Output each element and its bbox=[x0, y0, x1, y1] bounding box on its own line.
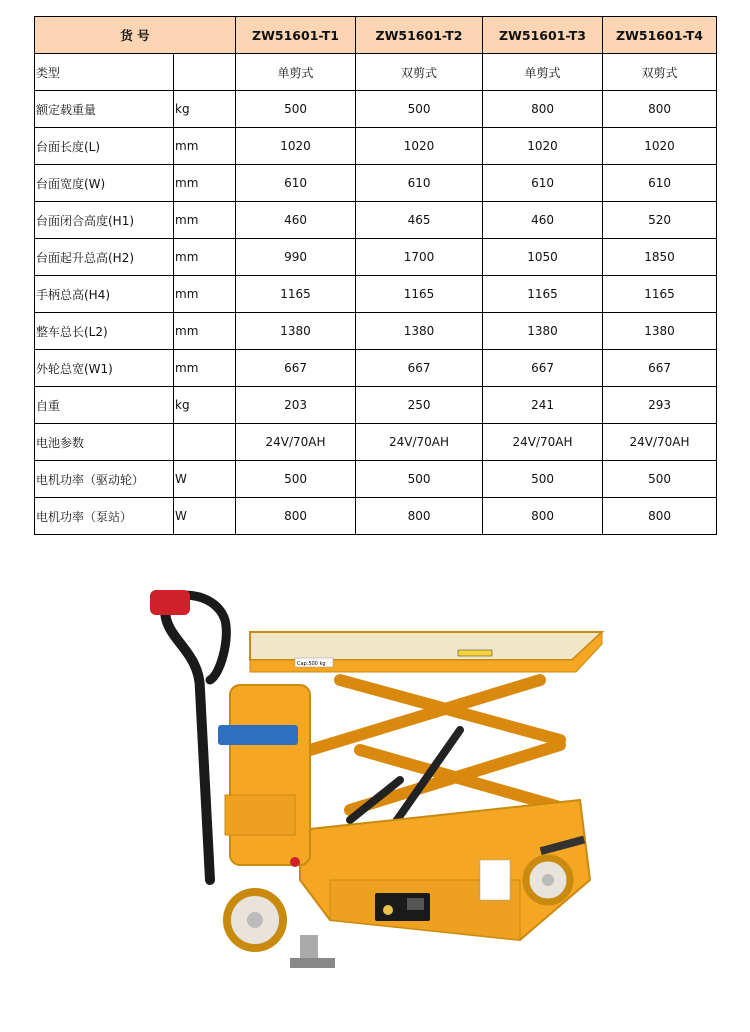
spec-value: 500 bbox=[236, 461, 356, 498]
table-row bbox=[35, 128, 717, 165]
table-header-row bbox=[35, 17, 717, 54]
model-header: ZW51601-T3 bbox=[483, 17, 603, 54]
spec-unit: mm bbox=[174, 350, 236, 387]
storage-tray bbox=[225, 795, 295, 835]
spec-value: 1850 bbox=[603, 239, 717, 276]
model-header: ZW51601-T1 bbox=[236, 17, 356, 54]
spec-value: 1380 bbox=[236, 313, 356, 350]
spec-label: 自重 bbox=[35, 387, 174, 424]
table-row bbox=[35, 461, 717, 498]
spec-value: 1165 bbox=[236, 276, 356, 313]
spec-table bbox=[34, 16, 717, 535]
spec-value: 990 bbox=[236, 239, 356, 276]
capacity-plate-text: Cap.500 kg bbox=[297, 661, 326, 667]
spec-value: 24V/70AH bbox=[603, 424, 717, 461]
spec-value: 双剪式 bbox=[356, 54, 483, 91]
spec-value: 667 bbox=[236, 350, 356, 387]
spec-unit: W bbox=[174, 461, 236, 498]
sticker bbox=[480, 860, 510, 900]
spec-value: 500 bbox=[603, 461, 717, 498]
rear-wheel bbox=[526, 858, 570, 902]
platform-top bbox=[250, 632, 602, 660]
spec-unit: mm bbox=[174, 202, 236, 239]
blue-tray bbox=[218, 725, 298, 745]
scissor-lift-table-photo bbox=[140, 580, 610, 980]
spec-value: 1700 bbox=[356, 239, 483, 276]
spec-label: 台面闭合高度(H1) bbox=[35, 202, 174, 239]
spec-value: 667 bbox=[603, 350, 717, 387]
spec-value: 800 bbox=[236, 498, 356, 535]
spec-value: 800 bbox=[356, 498, 483, 535]
header-label: 货 号 bbox=[35, 17, 236, 54]
spec-value: 单剪式 bbox=[236, 54, 356, 91]
spec-value: 610 bbox=[483, 165, 603, 202]
spec-value: 800 bbox=[483, 498, 603, 535]
emergency-stop-button bbox=[290, 857, 300, 867]
spec-label: 整车总长(L2) bbox=[35, 313, 174, 350]
spec-label: 台面长度(L) bbox=[35, 128, 174, 165]
model-header: ZW51601-T2 bbox=[356, 17, 483, 54]
spec-value: 460 bbox=[236, 202, 356, 239]
spec-label: 台面宽度(W) bbox=[35, 165, 174, 202]
table-row bbox=[35, 313, 717, 350]
spec-value: 1165 bbox=[603, 276, 717, 313]
model-header: ZW51601-T4 bbox=[603, 17, 717, 54]
battery-gauge bbox=[407, 898, 424, 910]
spec-value: 24V/70AH bbox=[356, 424, 483, 461]
front-wheel bbox=[227, 892, 283, 948]
table-row bbox=[35, 54, 717, 91]
emergency-button-head bbox=[150, 590, 190, 615]
spec-unit: mm bbox=[174, 313, 236, 350]
spec-value: 610 bbox=[356, 165, 483, 202]
spec-value: 241 bbox=[483, 387, 603, 424]
spec-value: 1380 bbox=[356, 313, 483, 350]
key-switch bbox=[383, 905, 393, 915]
spec-value: 单剪式 bbox=[483, 54, 603, 91]
spec-value: 1165 bbox=[356, 276, 483, 313]
table-row bbox=[35, 498, 717, 535]
warning-label bbox=[458, 650, 492, 656]
spec-value: 24V/70AH bbox=[483, 424, 603, 461]
spec-label: 台面起升总高(H2) bbox=[35, 239, 174, 276]
spec-value: 800 bbox=[483, 91, 603, 128]
spec-unit: mm bbox=[174, 239, 236, 276]
spec-value: 667 bbox=[483, 350, 603, 387]
spec-value: 500 bbox=[483, 461, 603, 498]
spec-value: 1020 bbox=[483, 128, 603, 165]
spec-value: 500 bbox=[356, 91, 483, 128]
spec-value: 667 bbox=[356, 350, 483, 387]
scissor-arms bbox=[310, 680, 570, 810]
spec-value: 1020 bbox=[236, 128, 356, 165]
spec-unit: mm bbox=[174, 276, 236, 313]
spec-unit: kg bbox=[174, 91, 236, 128]
spec-label: 电池参数 bbox=[35, 424, 174, 461]
table-row bbox=[35, 424, 717, 461]
table-row bbox=[35, 350, 717, 387]
spec-value: 250 bbox=[356, 387, 483, 424]
spec-label: 电机功率（驱动轮） bbox=[35, 461, 174, 498]
spec-label: 外轮总宽(W1) bbox=[35, 350, 174, 387]
spec-unit: kg bbox=[174, 387, 236, 424]
spec-label: 电机功率（泵站） bbox=[35, 498, 174, 535]
spec-value: 1165 bbox=[483, 276, 603, 313]
spec-value: 1050 bbox=[483, 239, 603, 276]
spec-value: 24V/70AH bbox=[236, 424, 356, 461]
table-row bbox=[35, 387, 717, 424]
spec-value: 460 bbox=[483, 202, 603, 239]
spec-value: 203 bbox=[236, 387, 356, 424]
table-row bbox=[35, 91, 717, 128]
spec-label: 手柄总高(H4) bbox=[35, 276, 174, 313]
spec-label: 额定载重量 bbox=[35, 91, 174, 128]
spec-unit: mm bbox=[174, 128, 236, 165]
caster-wheel bbox=[290, 935, 335, 968]
spec-value: 500 bbox=[356, 461, 483, 498]
spec-value: 800 bbox=[603, 498, 717, 535]
spec-value: 双剪式 bbox=[603, 54, 717, 91]
spec-unit: W bbox=[174, 498, 236, 535]
spec-value: 1380 bbox=[483, 313, 603, 350]
table-row bbox=[35, 165, 717, 202]
spec-value: 465 bbox=[356, 202, 483, 239]
spec-unit: mm bbox=[174, 165, 236, 202]
spec-value: 500 bbox=[236, 91, 356, 128]
table-row bbox=[35, 276, 717, 313]
spec-value: 520 bbox=[603, 202, 717, 239]
tiller-handle bbox=[165, 610, 210, 880]
spec-value: 610 bbox=[603, 165, 717, 202]
spec-label: 类型 bbox=[35, 54, 174, 91]
spec-value: 610 bbox=[236, 165, 356, 202]
spec-value: 1020 bbox=[356, 128, 483, 165]
spec-value: 1380 bbox=[603, 313, 717, 350]
spec-value: 1020 bbox=[603, 128, 717, 165]
spec-value: 293 bbox=[603, 387, 717, 424]
table-body bbox=[35, 54, 717, 535]
spec-unit bbox=[174, 54, 236, 91]
backrest-frame bbox=[230, 685, 310, 865]
spec-value: 800 bbox=[603, 91, 717, 128]
spec-unit bbox=[174, 424, 236, 461]
table-row bbox=[35, 202, 717, 239]
table-row bbox=[35, 239, 717, 276]
